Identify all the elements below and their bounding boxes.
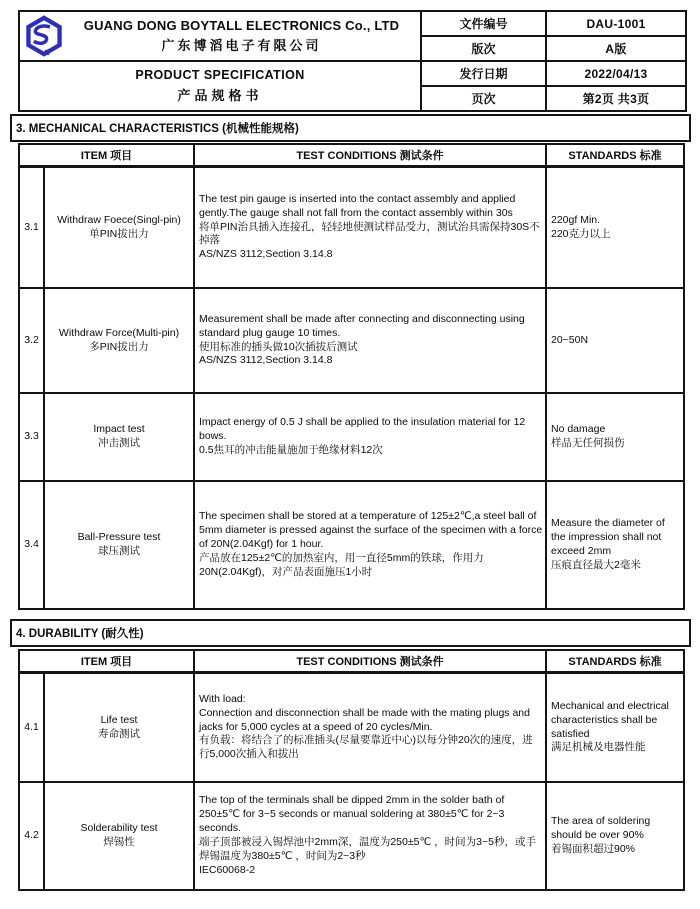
test-condition-line: 端子顶部被浸入锡焊池中2mm深，温度为250±5℃ ，时间为3~5秒，或手焊锡温度为380±5℃ ，时间为2~3秒 — [199, 836, 536, 862]
test-condition-line: 0.5焦耳的冲击能量施加于绝缘材料12次 — [199, 443, 383, 456]
meta-value-doc-number: DAU-1001 — [586, 16, 646, 31]
meta-row-doc-number — [422, 12, 685, 37]
section-4-column-headers — [18, 649, 685, 673]
row-number: 4.2 — [20, 783, 45, 889]
doc-title-block — [20, 62, 420, 110]
header-left-block — [20, 12, 422, 110]
test-conditions-cell — [195, 674, 547, 781]
item-name-cn: 寿命测试 — [98, 727, 140, 740]
test-condition-line: IEC60068-2 — [199, 863, 256, 876]
column-header-standards: STANDARDS 标准 — [568, 656, 662, 668]
column-header-standards: STANDARDS 标准 — [568, 150, 662, 162]
header-meta-table — [422, 12, 685, 110]
standards-cell — [547, 783, 683, 889]
test-condition-line: The specimen shall be stored at a temperature of 125±2℃,a steel ball of 5mm diameter is pressed against the surface of the specimen with a force of 20N(2.04Kgf) for 1 hour. — [199, 510, 543, 551]
standards-cell — [547, 482, 683, 608]
item-name-en: Solderability test — [80, 822, 158, 835]
item-cell — [45, 168, 195, 287]
test-condition-line: AS/NZS 3112,Section 3.14.8 — [199, 354, 333, 367]
standards-cell — [547, 289, 683, 392]
standard-line: 压痕直径最大2毫米 — [551, 558, 641, 571]
column-header-test-conditions: TEST CONDITIONS 测试条件 — [195, 145, 547, 165]
item-name-cn: 单PIN拔出力 — [89, 227, 149, 240]
item-name-en: Life test — [100, 713, 138, 726]
test-condition-line: Impact energy of 0.5 J shall be applied to the insulation material for 12 bows. — [199, 416, 526, 443]
item-name-en: Impact test — [93, 423, 145, 436]
test-conditions-cell — [195, 482, 547, 608]
table-row-3-3 — [20, 394, 683, 482]
item-cell — [45, 674, 195, 781]
test-condition-line: With load: — [199, 692, 246, 705]
test-condition-line: Connection and disconnection shall be made with the mating plugs and jacks for 5,000 cycles at a speed of 20 cycles/Min. — [199, 706, 530, 733]
test-condition-line: The test pin gauge is inserted into the contact assembly and applied gently.The gauge shall not fall from the contact assembly within 30s — [199, 192, 516, 219]
doc-title-cn: 产品规格书 — [177, 88, 263, 103]
table-row-4-2 — [20, 783, 683, 889]
item-name-en: Withdraw Force(Multi-pin) — [58, 326, 180, 339]
standard-line: 样品无任何损伤 — [551, 437, 625, 449]
test-conditions-cell — [195, 394, 547, 480]
item-name-en: Ball-Pressure test — [77, 531, 161, 544]
test-conditions-cell — [195, 289, 547, 392]
section-3-title: 3. MECHANICAL CHARACTERISTICS (机械性能规格) — [10, 114, 691, 142]
section-4-title: 4. DURABILITY (耐久性) — [10, 619, 691, 647]
standards-cell — [547, 674, 683, 781]
column-header-test-conditions: TEST CONDITIONS 测试条件 — [195, 651, 547, 671]
boytall-hexagon-logo-icon — [25, 15, 63, 57]
standard-line: 20~50N — [551, 333, 589, 346]
standard-line: Measure the diameter of the impression shall not exceed 2mm — [551, 517, 665, 557]
item-cell — [45, 289, 195, 392]
meta-row-issue-date — [422, 62, 685, 87]
standards-cell — [547, 394, 683, 480]
meta-value-revision: A版 — [605, 42, 627, 56]
item-name-cn: 多PIN拔出力 — [89, 340, 149, 353]
item-name-cn: 焊锡性 — [103, 836, 135, 848]
item-cell — [45, 482, 195, 608]
meta-row-revision — [422, 37, 685, 62]
test-condition-line: Measurement shall be made after connecting and disconnecting using standard plug gauge 10 times. — [199, 312, 525, 339]
section-3-column-headers — [18, 143, 685, 167]
company-name-en: GUANG DONG BOYTALL ELECTRONICS Co., LTD — [83, 18, 400, 33]
standard-line: The area of soldering should be over 90% — [551, 815, 651, 842]
table-row-3-2 — [20, 289, 683, 394]
item-name-en: Withdraw Foece(Singl-pin) — [57, 213, 181, 226]
test-conditions-cell — [195, 783, 547, 889]
row-number: 3.2 — [20, 289, 45, 392]
test-condition-line: 使用标准的插头做10次插拔后测试 — [199, 340, 358, 353]
company-text — [63, 18, 420, 54]
meta-row-page-number — [422, 87, 685, 110]
standards-cell — [547, 168, 683, 287]
meta-label: 页次 — [422, 87, 547, 110]
test-condition-line: 有负载：将结合了的标准插头(尽量要靠近中心)以每分钟20次的速度，进行5,000次插入和拔出 — [199, 734, 533, 761]
table-row-4-1 — [20, 674, 683, 783]
test-condition-line: AS/NZS 3112,Section 3.14.8 — [199, 248, 333, 261]
meta-value-issue-date: 2022/04/13 — [584, 66, 648, 81]
test-conditions-cell — [195, 168, 547, 287]
row-number: 3.3 — [20, 394, 45, 480]
table-row-3-1 — [20, 168, 683, 289]
row-number: 3.4 — [20, 482, 45, 608]
item-name-cn: 球压测试 — [98, 545, 140, 557]
row-number: 4.1 — [20, 674, 45, 781]
table-row-3-4 — [20, 482, 683, 608]
company-row — [20, 12, 420, 62]
meta-label: 版次 — [422, 37, 547, 60]
standard-line: 220克力以上 — [551, 227, 611, 240]
meta-value-page-number: 第2页 共3页 — [582, 92, 650, 106]
standard-line: 满足机械及电器性能 — [551, 741, 646, 754]
test-condition-line: 产品放在125±2℃的加热室内，用一直径5mm的铁球，作用力20N(2.04Kgf)，对产品表面施压1小时 — [199, 551, 484, 578]
column-header-item: ITEM 项目 — [20, 145, 195, 165]
standard-line: Mechanical and electrical characteristics shall be satisfied — [551, 699, 669, 740]
company-name-cn: 广东博滔电子有限公司 — [161, 38, 322, 53]
section-4-table — [18, 672, 685, 891]
meta-label: 文件编号 — [422, 12, 547, 35]
item-name-cn: 冲击测试 — [98, 437, 140, 449]
standard-line: 着锡面积超过90% — [551, 842, 636, 855]
standard-line: 220gf Min. — [551, 213, 601, 226]
test-condition-line: The top of the terminals shall be dipped 2mm in the solder bath of 250±5℃ for 3~5 seconds or manual soldering at 380±5℃ for 2~3 seconds. — [199, 794, 505, 835]
column-header-item: ITEM 项目 — [20, 651, 195, 671]
section-3-table — [18, 166, 685, 610]
meta-label: 发行日期 — [422, 62, 547, 85]
header-table — [18, 10, 687, 112]
test-condition-line: 将单PIN治具插入连接孔，轻轻地使测试样品受力，测试治具需保持30S不掉落 — [199, 220, 540, 247]
item-cell — [45, 783, 195, 889]
doc-title-en: PRODUCT SPECIFICATION — [135, 68, 305, 82]
item-cell — [45, 394, 195, 480]
row-number: 3.1 — [20, 168, 45, 287]
standard-line: No damage — [551, 423, 606, 436]
